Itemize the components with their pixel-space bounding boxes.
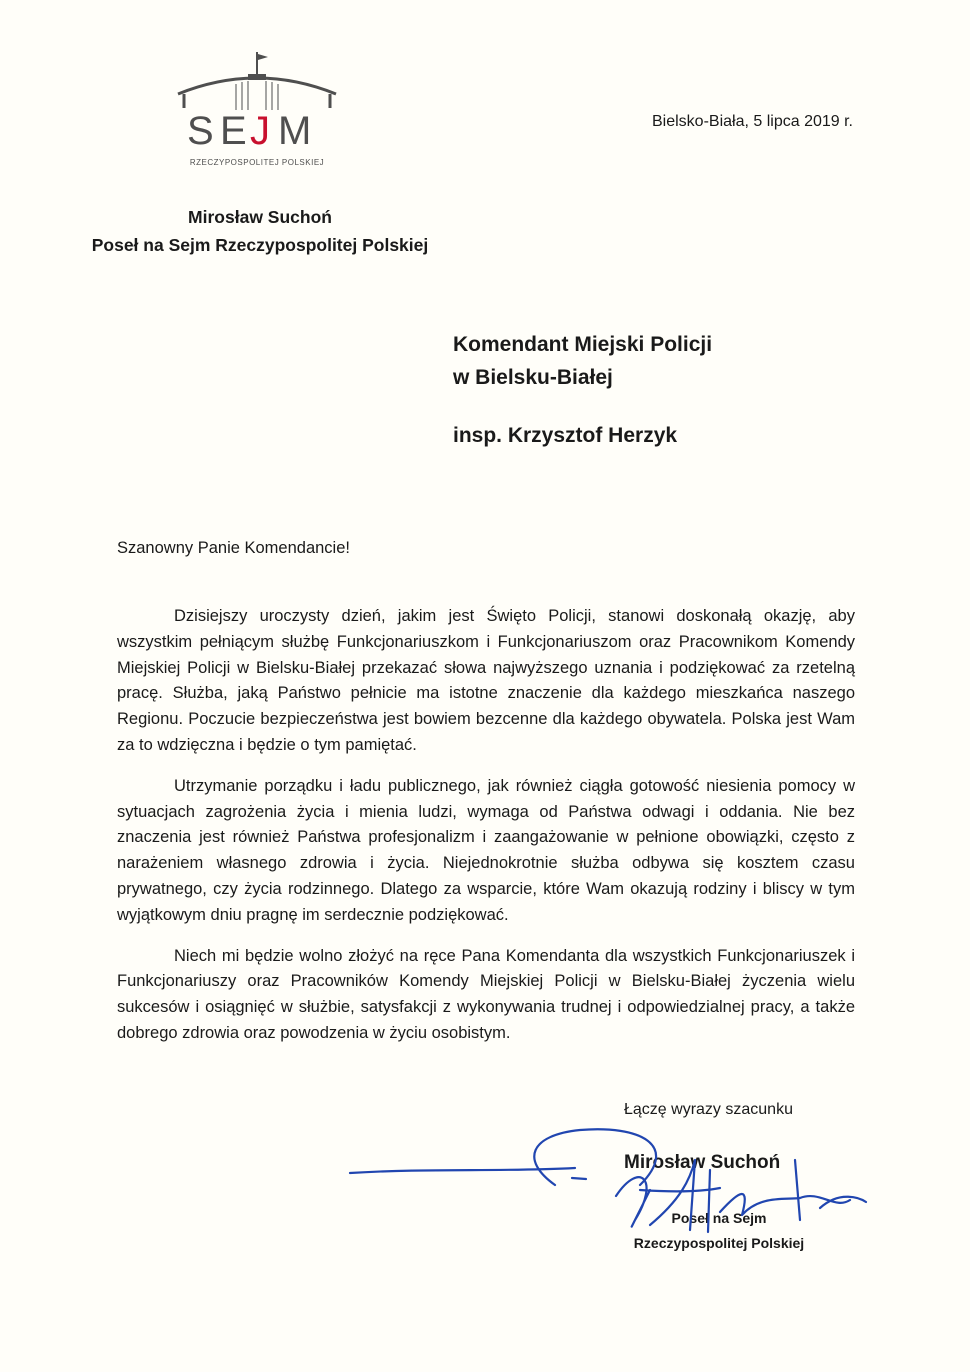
recipient-person: insp. Krzysztof Herzyk	[453, 424, 678, 447]
body-paragraph: Dzisiejszy uroczysty dzień, jakim jest Święto Policji, stanowi doskonałą okazję, aby wszystkim pełniącym służbę Funkcjonariuszkom i Funkcjonariuszom oraz Pracownikom Komendy Miejskiej Policji w Bielsku-Białej przekazać słowa najwyższego uznania i podziękować za rzetelną pracę. Służba, jaką Państwo pełnicie ma istotne znaczenie dla każdego mieszkańca naszego Regionu. Poczucie bezpieczeństwa jest bowiem bezcenne dla każdego obywatela. Polska jest Wam za to wdzięczna i będzie o tym pamiętać.	[117, 607, 855, 754]
sender-name: Mirosław Suchoń	[188, 207, 332, 227]
salutation: Szanowny Panie Komendancie!	[117, 539, 350, 557]
body-paragraph: Utrzymanie porządku i ładu publicznego, jak również ciągła gotowość niesienia pomocy w sytuacjach zagrożenia życia i mienia ludzi, wymaga od Państwa odwagi i oddania. Nie bez znaczenia jest również Państwa profesjonalizm i zaangażowanie w pełnione obowiązki, często z narażeniem własnego zdrowia i życia. Niejednokrotnie służba odbywa się kosztem czasu prywatnego, czy życia rodzinnego. Dlatego za wsparcie, które Wam okazują rodziny i bliscy w tym wyjątkowym dniu pragnę im serdecznie podziękować.	[117, 776, 855, 924]
logo-letter-m: M	[278, 109, 312, 153]
logo-subtitle: RZECZYPOSPOLITEJ POLSKIEJ	[189, 158, 325, 167]
signer-title-line1: Poseł na Sejm	[671, 1210, 767, 1226]
recipient-block	[453, 328, 712, 452]
logo-letter-j: J	[250, 109, 270, 153]
sender-block	[40, 203, 480, 259]
sender-role: Poseł na Sejm Rzeczypospolitej Polskiej	[91, 235, 429, 255]
recipient-line2: w Bielsku-Białej	[453, 366, 613, 389]
handwritten-signature	[340, 1120, 880, 1260]
body-paragraph: Niech mi będzie wolno złożyć na ręce Pana Komendanta dla wszystkich Funkcjonariuszek i Funkcjonariuszy oraz Pracowników Komendy Miejskiej Policji w Bielsku-Białej życzenia wielu sukcesów i osiągnięć w służbie, satysfakcji z wykonywania trudnej i odpowiedzialnej pracy, a także dobrego zdrowia oraz powodzenia w życiu osobistym.	[117, 946, 855, 1042]
logo-letter-s: S	[187, 109, 214, 153]
signer-name: Mirosław Suchoń	[624, 1152, 781, 1173]
closing-line: Łączę wyrazy szacunku	[624, 1101, 793, 1118]
letter-date: Bielsko-Biała, 5 lipca 2019 r.	[652, 113, 853, 130]
recipient-line1: Komendant Miejski Policji	[453, 333, 713, 356]
letter-body	[117, 604, 855, 1062]
signer-title-line2: Rzeczypospolitej Polskiej	[633, 1235, 805, 1251]
logo-letter-e: E	[220, 109, 247, 153]
sejm-logo	[170, 48, 345, 178]
